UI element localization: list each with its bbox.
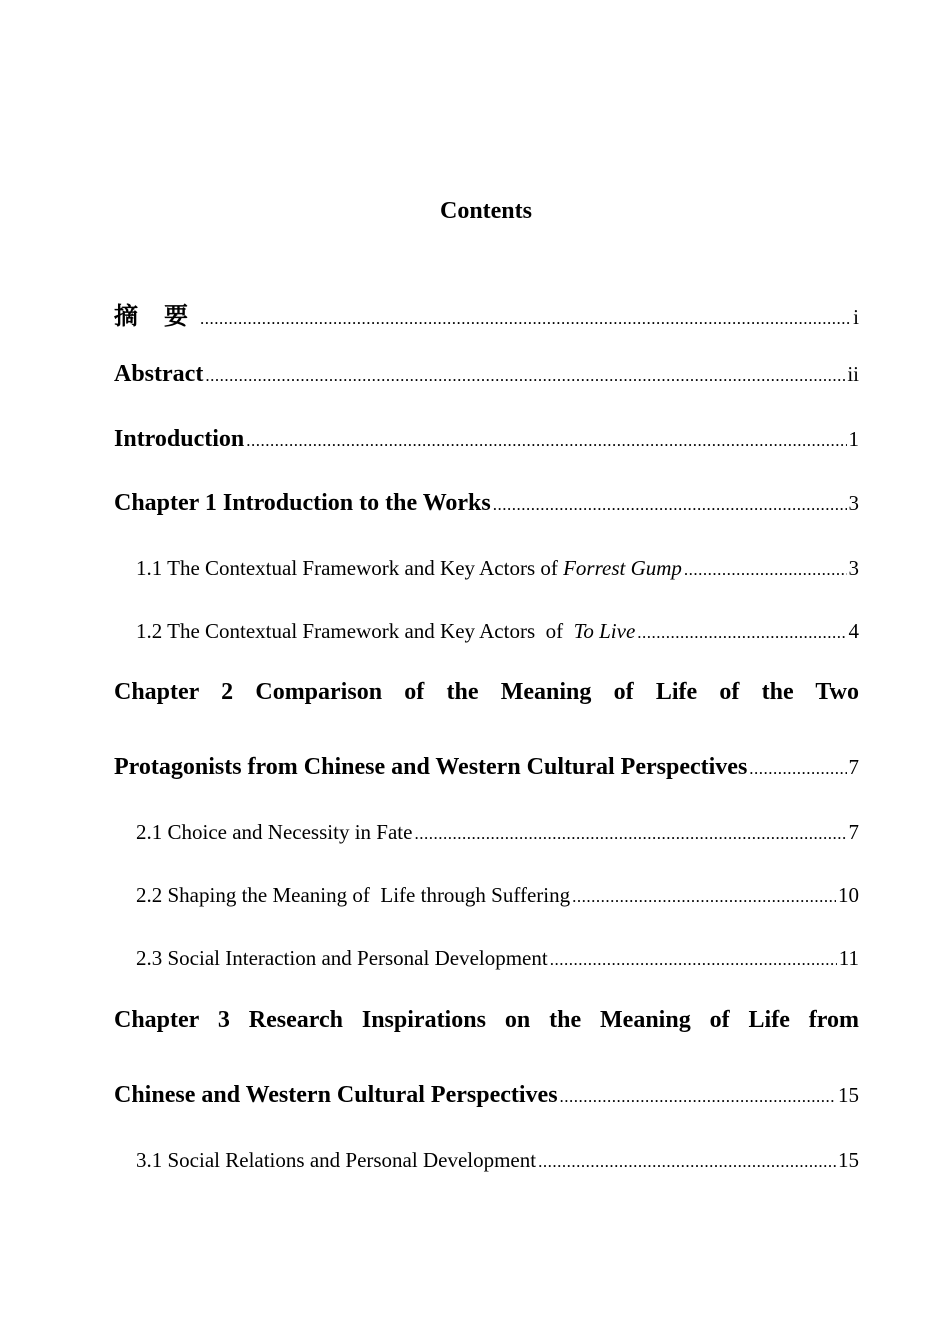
toc-entry-label: 3.1 Social Relations and Personal Development bbox=[136, 1148, 537, 1172]
toc-entry-label: 2.3 Social Interaction and Personal Development bbox=[136, 946, 548, 970]
toc-page-number: 10 bbox=[838, 883, 859, 907]
toc-entry-section-1-1[interactable] bbox=[114, 556, 859, 581]
toc-page-number: 3 bbox=[848, 556, 859, 580]
toc-page-number: 7 bbox=[848, 755, 859, 779]
toc-page-number: ii bbox=[847, 362, 859, 386]
toc-page-number: 15 bbox=[838, 1083, 859, 1107]
toc-entry-label: 2.1 Choice and Necessity in Fate bbox=[136, 820, 413, 844]
dot-leader bbox=[749, 759, 846, 779]
toc-entry-chapter-3-line1[interactable]: Chapter 3 Research Inspirations on the Meaning of Life from bbox=[114, 1007, 859, 1033]
dot-leader bbox=[493, 495, 847, 515]
toc-entry-section-2-1[interactable] bbox=[114, 820, 859, 845]
dot-leader bbox=[246, 431, 846, 451]
dot-leader bbox=[684, 560, 847, 580]
toc-page-number: 15 bbox=[838, 1148, 859, 1172]
toc-page-number: 3 bbox=[848, 491, 859, 515]
toc-entry-section-2-3[interactable] bbox=[114, 946, 859, 971]
toc-entry-section-1-2[interactable] bbox=[114, 619, 859, 644]
toc-entry-chapter-3[interactable] bbox=[114, 1082, 859, 1109]
toc-entry-section-3-1[interactable] bbox=[114, 1148, 859, 1173]
toc-entry-abstract-cn[interactable] bbox=[114, 296, 859, 331]
page-title: Contents bbox=[439, 198, 532, 224]
dot-leader bbox=[560, 1087, 836, 1107]
toc-page-number: 11 bbox=[838, 946, 859, 970]
toc-page-number: i bbox=[853, 305, 859, 329]
toc-entry-chapter-1[interactable] bbox=[114, 490, 859, 517]
film-title: To Live bbox=[573, 619, 636, 643]
toc-entry-label: Introduction bbox=[114, 426, 245, 452]
toc-page-number: 4 bbox=[848, 619, 859, 643]
toc-entry-label: 1.1 The Contextual Framework and Key Actors of Forrest Gump bbox=[136, 556, 682, 580]
toc-entry-label: 1.2 The Contextual Framework and Key Actors of To Live bbox=[136, 619, 636, 643]
toc-entry-label: Abstract bbox=[114, 361, 204, 387]
toc-entry-chapter-2[interactable] bbox=[114, 754, 859, 781]
dot-leader bbox=[538, 1152, 836, 1172]
dot-leader bbox=[572, 887, 836, 907]
dot-leader bbox=[550, 950, 837, 970]
dot-leader bbox=[637, 623, 846, 643]
toc-entry-section-2-2[interactable] bbox=[114, 883, 859, 908]
toc-page-number: 1 bbox=[848, 427, 859, 451]
toc-entry-abstract[interactable] bbox=[114, 361, 859, 388]
toc-entry-label: Protagonists from Chinese and Western Cultural Perspectives bbox=[114, 754, 748, 780]
dot-leader bbox=[205, 366, 845, 386]
toc-entry-chapter-2-line1[interactable]: Chapter 2 Comparison of the Meaning of Life of the Two bbox=[114, 679, 859, 705]
toc-page-number: 7 bbox=[848, 820, 859, 844]
toc-entry-label: 2.2 Shaping the Meaning of Life through Suffering bbox=[136, 883, 571, 907]
dot-leader bbox=[200, 309, 851, 329]
toc-entry-label: 摘 要 bbox=[114, 304, 198, 330]
toc-entry-label: Chapter 1 Introduction to the Works bbox=[114, 490, 491, 516]
film-title: Forrest Gump bbox=[563, 556, 682, 580]
toc-entry-introduction[interactable] bbox=[114, 426, 859, 453]
toc-entry-label: Chinese and Western Cultural Perspectives bbox=[114, 1082, 558, 1108]
dot-leader bbox=[414, 824, 846, 844]
